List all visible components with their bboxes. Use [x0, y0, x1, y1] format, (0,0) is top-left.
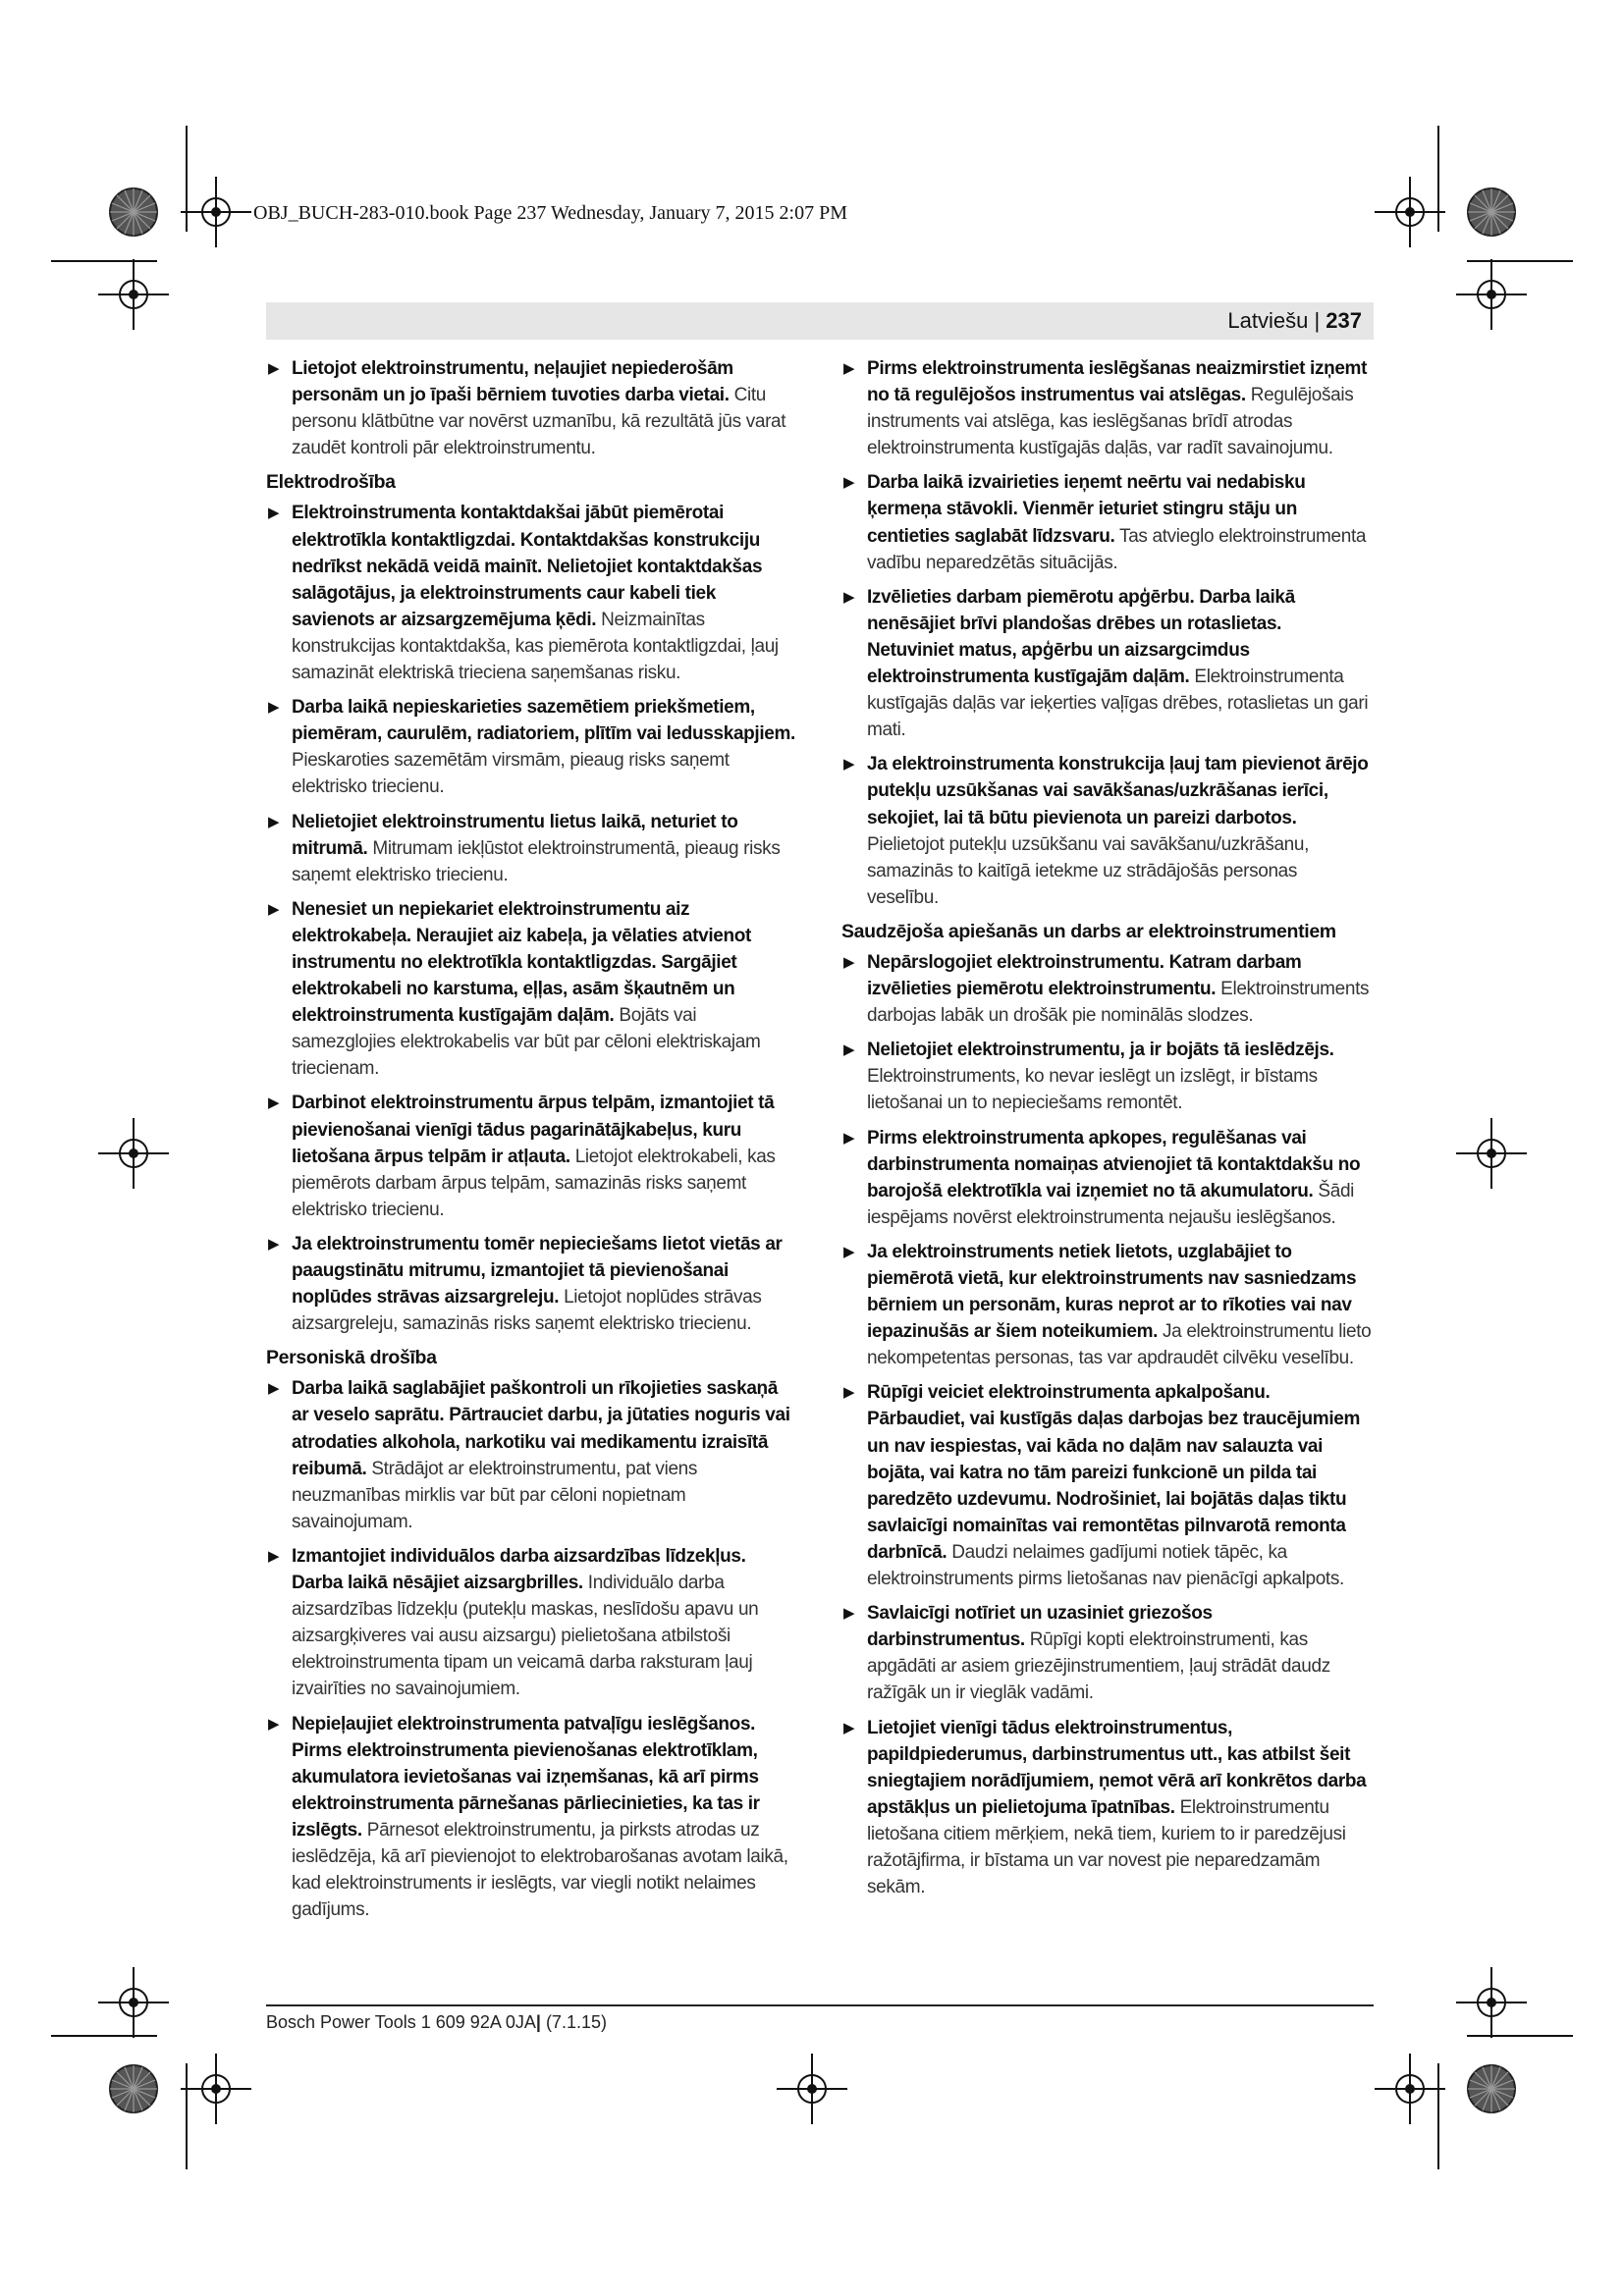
- safety-instruction-item: [266, 500, 796, 686]
- instruction-explanation-text: Elektroinstruments, ko nevar ieslēgt un izslēgt, ir bīstams lietošanai un to nepieciešams remontēt.: [867, 1066, 1318, 1114]
- bullet-triangle-icon: ▶: [843, 588, 855, 606]
- header-language: Latviešu: [1227, 308, 1309, 333]
- instruction-bold-text: Nelietojiet elektroinstrumentu, ja ir bojāts tā ieslēdzējs.: [867, 1040, 1334, 1061]
- safety-instruction-item: [841, 469, 1372, 575]
- instruction-bold-text: Lietojiet vienīgi tādus elektroinstrumentus, papildpiederumus, darbinstrumentus utt., kas atbilst šeit sniegtajiem norādījumiem, ņemot vērā arī konkrētos darba apstākļus un pielietojuma īpatnības.: [867, 1717, 1367, 1818]
- bullet-triangle-icon: ▶: [268, 813, 280, 830]
- bullet-triangle-icon: ▶: [843, 1605, 855, 1623]
- safety-instruction-item: [841, 1125, 1372, 1231]
- instruction-explanation-text: Lietojot elektrokabeli, kas piemērots darbam ārpus telpām, samazinās risks saņemt elektrisko triecienu.: [292, 1146, 776, 1220]
- bullet-triangle-icon: ▶: [843, 1243, 855, 1260]
- instruction-bold-text: Izmantojiet individuālos darba aizsardzības līdzekļus. Darba laikā nēsājiet aizsargbrilles.: [292, 1545, 746, 1594]
- instruction-bold-text: Darbinot elektroinstrumentu ārpus telpām, izmantojiet tā pievienošanai vienīgi tādus pagarinātājkabeļus, kuru lietošana ārpus telpām ir atļauta.: [292, 1093, 775, 1167]
- instruction-bold-text: Ja elektroinstrumenta konstrukcija ļauj tam pievienot ārējo putekļu uzsūkšanas vai savākšanas/uzkrāšanas ierīci, sekojiet, lai tā būtu pievienota un pareizi darbotos.: [867, 754, 1369, 828]
- safety-instruction-item: [841, 1037, 1372, 1116]
- instruction-bold-text: Elektroinstrumenta kontaktdakšai jābūt piemērotai elektrotīkla kontaktligzdai. Kontaktdakšas konstrukciju nedrīkst nekādā veidā mainīt. Nelietojiet kontaktdakšas salāgotājus, ja elektroinstruments caur kabeli tiek savienots ar aizsargzemējuma ķēdi.: [292, 503, 763, 630]
- safety-instruction-item: [266, 1375, 796, 1535]
- safety-instruction-item: [266, 694, 796, 800]
- footer-date: (7.1.15): [545, 2012, 607, 2032]
- instruction-bold-text: Nenesiet un nepiekariet elektroinstrumentu aiz elektrokabeļa. Neraujiet aiz kabeļa, ja vēlaties atvienot instrumentu no elektrotīkla kontaktligzdas. Sargājiet elektrokabeli no karstuma, eļļas, asām šķautnēm un elektroinstrumenta kustīgajām daļām.: [292, 898, 751, 1027]
- footer-publisher: Bosch Power Tools: [266, 2012, 416, 2032]
- instruction-explanation-text: Rūpīgi kopti elektroinstrumenti, kas apgādāti ar asiem griezējinstrumentiem, ļauj strādāt daudz ražīgāk un ir vieglāk vadāmi.: [867, 1629, 1330, 1704]
- instruction-bold-text: Darba laikā nepieskarieties sazemētiem priekšmetiem, piemēram, caurulēm, radiatoriem, plītīm vai ledusskapjiem.: [292, 697, 795, 745]
- instruction-explanation-text: Mitrumam iekļūstot elektroinstrumentā, pieaug risks saņemt elektrisko triecienu.: [292, 837, 781, 885]
- running-header: [266, 302, 1374, 340]
- instruction-bold-text: Nepieļaujiet elektroinstrumenta patvaļīgu ieslēgšanos. Pirms elektroinstrumenta pievienošanas elektrotīklam, akumulatora ievietošanas vai izņemšanas, kā arī pirms elektroinstrumenta pārnešanas pārliecinieties, ka tas ir izslēgts.: [292, 1713, 760, 1841]
- safety-instruction-item: [841, 1600, 1372, 1706]
- right-column: [841, 355, 1372, 1908]
- left-intro-list: [266, 355, 796, 461]
- instruction-bold-text: Pirms elektroinstrumenta ieslēgšanas neaizmirstiet izņemt no tā regulējošos instrumentus vai atslēgas.: [867, 358, 1368, 406]
- bullet-triangle-icon: ▶: [268, 1380, 280, 1398]
- footer-rule: [266, 2004, 1374, 2006]
- instruction-bold-text: Izvēlieties darbam piemērotu apģērbu. Darba laikā nenēsājiet brīvi plandošas drēbes un rotaslietas. Netuviniet matus, apģērbu un aizsargcimdus elektroinstrumenta kustīgajām daļām.: [867, 586, 1295, 688]
- bullet-triangle-icon: ▶: [268, 900, 280, 918]
- safety-instruction-item: [266, 1711, 796, 1924]
- bullet-triangle-icon: ▶: [843, 474, 855, 492]
- bullet-triangle-icon: ▶: [843, 1129, 855, 1147]
- safety-instruction-item: [841, 949, 1372, 1029]
- instruction-explanation-text: Bojāts vai samezglojies elektrokabelis var būt par cēloni elektriskajam triecienam.: [292, 1005, 761, 1080]
- safety-instruction-item: [841, 751, 1372, 911]
- header-separator: |: [1314, 308, 1321, 333]
- page-number: 237: [1326, 308, 1362, 333]
- instruction-bold-text: Pirms elektroinstrumenta apkopes, regulēšanas vai darbinstrumenta nomaiņas atvienojiet tā kontaktdakšu no barojošā elektrotīkla vai izņemiet no tā akumulatoru.: [867, 1127, 1361, 1201]
- bullet-triangle-icon: ▶: [843, 1719, 855, 1736]
- instruction-bold-text: Darba laikā izvairieties ieņemt neērtu vai nedabisku ķermeņa stāvokli. Vienmēr ieturiet stingru stāju un centieties saglabāt līdzsvaru.: [867, 472, 1306, 547]
- bullet-triangle-icon: ▶: [843, 1384, 855, 1402]
- safety-instruction-item: [266, 1543, 796, 1703]
- bullet-triangle-icon: ▶: [268, 1095, 280, 1112]
- instruction-explanation-text: Ja elektroinstrumentu lieto nekompetentas personas, tas var apdraudēt cilvēku veselību.: [867, 1321, 1372, 1369]
- instruction-explanation-text: Lietojot noplūdes strāvas aizsargreleju, samazinās risks saņemt elektrisko triecienu.: [292, 1287, 762, 1335]
- tool-care-list: [841, 949, 1372, 1900]
- safety-instruction-item: [266, 809, 796, 888]
- instruction-bold-text: Ja elektroinstrumentu tomēr nepieciešams lietot vietās ar paaugstinātu mitrumu, izmantojiet tā pievienošanai noplūdes strāvas aizsargreleju.: [292, 1233, 783, 1308]
- instruction-explanation-text: Pielietojot putekļu uzsūkšanu vai savākšanu/uzkrāšanu, samazinās to kaitīgā ietekme uz strādājošās personas veselību.: [867, 833, 1310, 908]
- safety-instruction-item: [266, 355, 796, 461]
- instruction-explanation-text: Individuālo darba aizsardzības līdzekļu (putekļu maskas, neslīdošu apavu un aizsargķiveres vai ausu aizsargu) pielietošana atbilstoši elektroinstrumenta tipam un veicamā darba raksturam ļauj izvairīties no savainojumiem.: [292, 1573, 759, 1700]
- section-heading-personal-safety: Personiskā drošība: [266, 1347, 437, 1369]
- bullet-triangle-icon: ▶: [843, 360, 855, 377]
- section-heading-electrical-safety: Elektrodrošība: [266, 471, 396, 494]
- electrical-safety-list: [266, 500, 796, 1337]
- instruction-explanation-text: Elektroinstrumentu lietošana citiem mērķiem, nekā tiem, kuriem to ir paredzējusi ražotājfirma, ir bīstama un var novest pie neparedzamām sekām.: [867, 1796, 1346, 1898]
- instruction-explanation-text: Pieskaroties sazemētām virsmām, pieaug risks saņemt elektrisko triecienu.: [292, 750, 730, 798]
- instruction-explanation-text: Pārnesot elektroinstrumentu, ja pirksts atrodas uz ieslēdzēja, kā arī pievienojot to elektrobarošanas avotam laikā, kad elektroinstruments ir ieslēgts, var viegli notikt nelaimes gadījums.: [292, 1819, 788, 1921]
- bullet-triangle-icon: ▶: [268, 360, 280, 377]
- instruction-bold-text: Rūpīgi veiciet elektroinstrumenta apkalpošanu. Pārbaudiet, vai kustīgās daļas darbojas bez traucējumiem un nav iespiestas, vai kāda no daļām nav salauzta vai bojāta, vai katra no tām pareizi funkcionē un pilda tai paredzēto uzdevumu. Nodrošiniet, lai bojātās daļas tiktu savlaicīgi nomainītas vai remontētas pilnvarotā remonta darbnīcā.: [867, 1382, 1361, 1563]
- footer-separator: |: [535, 2012, 541, 2032]
- instruction-explanation-text: Citu personu klātbūtne var novērst uzmanību, kā rezultātā jūs varat zaudēt kontroli pār elektroinstrumentu.: [292, 385, 786, 459]
- instruction-explanation-text: Strādājot ar elektroinstrumentu, pat viens neuzmanības mirklis var būt par cēloni nopietnam savainojumam.: [292, 1458, 698, 1532]
- instruction-bold-text: Lietojot elektroinstrumentu, neļaujiet nepiederošām personām un jo īpaši bērniem tuvoties darba vietai.: [292, 358, 733, 406]
- instruction-explanation-text: Šādi iespējams novērst elektroinstrumenta nejaušu ieslēgšanos.: [867, 1180, 1355, 1228]
- instruction-explanation-text: Tas atvieglo elektroinstrumenta vadību neparedzētās situācijās.: [867, 525, 1367, 573]
- instruction-bold-text: Ja elektroinstruments netiek lietots, uzglabājiet to piemērotā vietā, kur elektroinstruments nav sasniedzams bērniem un personām, kuras neprot ar to rīkoties vai nav iepazinušās ar šiem noteikumiem.: [867, 1241, 1357, 1343]
- instruction-bold-text: Nelietojiet elektroinstrumentu lietus laikā, neturiet to mitrumā.: [292, 811, 738, 859]
- bullet-triangle-icon: ▶: [268, 1235, 280, 1253]
- print-slug: OBJ_BUCH-283-010.book Page 237 Wednesday, January 7, 2015 2:07 PM: [253, 202, 848, 224]
- instruction-explanation-text: Neizmainītas konstrukcijas kontaktdakša, kas piemērota kontaktligzdai, ļauj samazināt elektriskā trieciena saņemšanas risku.: [292, 609, 779, 684]
- instruction-explanation-text: Regulējošais instruments vai atslēga, kas ieslēgšanas brīdī atrodas elektroinstrumenta kustīgajās daļās, var radīt savainojumu.: [867, 385, 1354, 459]
- personal-safety-list: [266, 1375, 796, 1923]
- footer: [266, 2012, 607, 2033]
- section-heading-tool-care: Saudzējoša apiešanās un darbs ar elektroinstrumentiem: [841, 920, 1336, 942]
- instruction-explanation-text: Daudzi nelaimes gadījumi notiek tāpēc, ka elektroinstruments pirms lietošanas nav pienācīgi apkalpots.: [867, 1541, 1344, 1590]
- safety-instruction-item: [841, 1239, 1372, 1371]
- safety-instruction-item: [266, 1231, 796, 1337]
- instruction-bold-text: Darba laikā saglabājiet paškontroli un rīkojieties saskaņā ar veselo saprātu. Pārtrauciet darbu, ja jūtaties noguris vai atrodaties alkohola, narkotiku vai medikamentu izraisītā reibumā.: [292, 1378, 790, 1479]
- bullet-triangle-icon: ▶: [268, 1715, 280, 1733]
- bullet-triangle-icon: ▶: [268, 699, 280, 717]
- instruction-bold-text: Nepārslogojiet elektroinstrumentu. Katram darbam izvēlieties piemērotu elektroinstrumentu.: [867, 951, 1302, 1000]
- instruction-bold-text: Savlaicīgi notīriet un uzasiniet griezošos darbinstrumentus.: [867, 1603, 1213, 1651]
- left-column: [266, 355, 796, 1931]
- safety-instruction-item: [841, 584, 1372, 744]
- instruction-explanation-text: Elektroinstruments darbojas labāk un drošāk pie nominālās slodzes.: [867, 979, 1370, 1027]
- right-intro-list: [841, 355, 1372, 911]
- bullet-triangle-icon: ▶: [843, 953, 855, 971]
- bullet-triangle-icon: ▶: [843, 1041, 855, 1059]
- header-text: [1227, 308, 1362, 334]
- safety-instruction-item: [841, 1379, 1372, 1592]
- safety-instruction-item: [841, 355, 1372, 461]
- safety-instruction-item: [266, 1090, 796, 1222]
- safety-instruction-item: [266, 896, 796, 1083]
- bullet-triangle-icon: ▶: [268, 505, 280, 522]
- footer-code: 1 609 92A 0JA: [420, 2012, 536, 2032]
- bullet-triangle-icon: ▶: [268, 1547, 280, 1565]
- bullet-triangle-icon: ▶: [843, 756, 855, 774]
- safety-instruction-item: [841, 1715, 1372, 1901]
- instruction-explanation-text: Elektroinstrumenta kustīgajās daļās var ieķerties vaļīgas drēbes, rotaslietas un gari mati.: [867, 667, 1369, 741]
